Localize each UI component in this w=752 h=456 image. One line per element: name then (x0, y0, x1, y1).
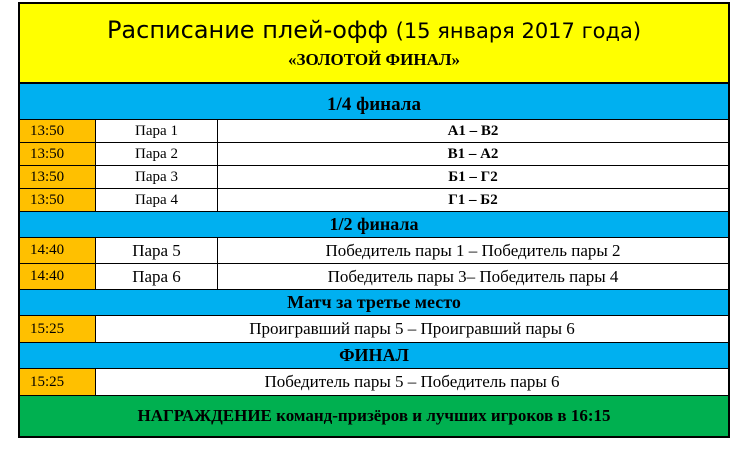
time-cell: 13:50 (20, 120, 96, 142)
time-cell: 15:25 (20, 316, 96, 342)
title-text: Расписание плей-офф (106, 15, 388, 44)
match-cell: Проигравший пары 5 – Проигравший пары 6 (249, 319, 575, 338)
pair-cell: Пара 4 (96, 189, 218, 211)
time-cell: 14:40 (20, 264, 96, 289)
match-cell: Победитель пары 5 – Победитель пары 6 (264, 372, 560, 391)
time-cell: 14:40 (20, 238, 96, 263)
section-final: ФИНАЛ (20, 343, 728, 369)
section-third-place: Матч за третье место (20, 290, 728, 316)
section-quarterfinal: 1/4 финала (20, 84, 728, 120)
table-row (20, 238, 728, 264)
playoff-schedule-table (18, 2, 730, 438)
match-cell: В1 – А2 (447, 145, 499, 162)
match-cell: Б1 – Г2 (448, 168, 498, 185)
table-row (20, 316, 728, 343)
time-cell: 15:25 (20, 369, 96, 395)
table-row (20, 143, 728, 166)
title-date: (15 января 2017 года) (395, 18, 642, 43)
match-cell: Победитель пары 3– Победитель пары 4 (327, 266, 619, 286)
match-cell: Победитель пары 1 – Победитель пары 2 (325, 240, 621, 260)
pair-cell: Пара 2 (96, 143, 218, 165)
section-semifinal: 1/2 финала (20, 212, 728, 238)
table-row (20, 189, 728, 212)
pair-cell: Пара 1 (96, 120, 218, 142)
table-row (20, 264, 728, 290)
pair-cell: Пара 5 (96, 238, 218, 263)
award-banner: НАГРАЖДЕНИЕ команд-призёров и лучших игроков в 16:15 (20, 396, 728, 436)
table-row (20, 369, 728, 396)
table-row (20, 120, 728, 143)
pair-cell: Пара 6 (96, 264, 218, 289)
title-block (20, 4, 728, 84)
match-cell: А1 – В2 (447, 122, 499, 139)
time-cell: 13:50 (20, 143, 96, 165)
pair-cell: Пара 3 (96, 166, 218, 188)
match-cell: Г1 – Б2 (448, 191, 498, 208)
table-row (20, 166, 728, 189)
time-cell: 13:50 (20, 166, 96, 188)
page-title (107, 16, 641, 45)
page-subtitle: «ЗОЛОТОЙ ФИНАЛ» (287, 50, 461, 70)
time-cell: 13:50 (20, 189, 96, 211)
